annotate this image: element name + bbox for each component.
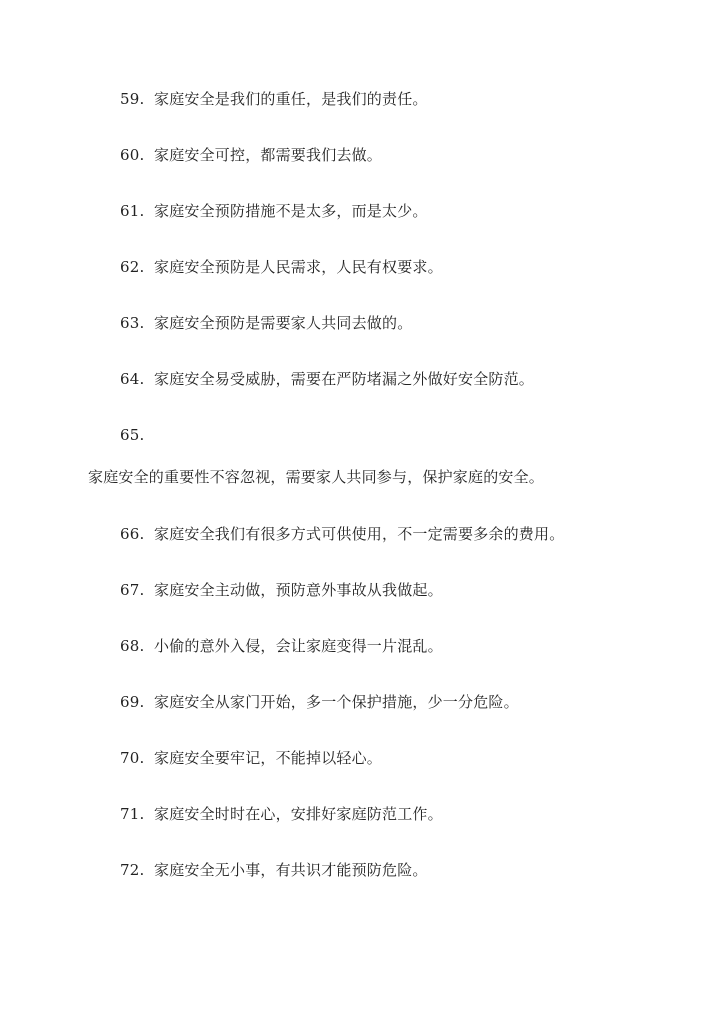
item-text: 家庭安全要牢记，不能掉以轻心。 [154, 749, 383, 767]
list-item-67 [120, 580, 443, 600]
item-text: 家庭安全预防是需要家人共同去做的。 [154, 314, 413, 332]
item-number: 67. [120, 581, 145, 599]
item-text: 家庭安全无小事，有共识才能预防危险。 [154, 861, 428, 879]
item-text: 小偷的意外入侵，会让家庭变得一片混乱。 [154, 637, 443, 655]
item-number: 61. [120, 202, 145, 220]
item-number: 62. [120, 258, 145, 276]
item-number: 72. [120, 861, 145, 879]
item-number: 63. [120, 314, 145, 332]
list-item-64 [120, 369, 534, 389]
list-item-65-number [120, 425, 154, 445]
list-item-68 [120, 636, 443, 656]
item-text: 家庭安全时时在心，安排好家庭防范工作。 [154, 805, 443, 823]
list-item-60 [120, 145, 382, 165]
list-item-62 [120, 257, 443, 277]
item-text: 家庭安全从家门开始，多一个保护措施，少一分危险。 [154, 693, 519, 711]
item-number: 64. [120, 370, 145, 388]
list-item-71 [120, 804, 443, 824]
item-text: 家庭安全的重要性不容忽视，需要家人共同参与，保护家庭的安全。 [88, 468, 545, 486]
list-item-66 [120, 524, 564, 544]
item-text: 家庭安全是我们的重任，是我们的责任。 [154, 90, 428, 108]
item-number: 70. [120, 749, 145, 767]
item-number: 60. [120, 146, 145, 164]
item-number: 65. [120, 426, 145, 444]
item-number: 68. [120, 637, 145, 655]
item-text: 家庭安全预防是人民需求，人民有权要求。 [154, 258, 443, 276]
item-text: 家庭安全可控，都需要我们去做。 [154, 146, 383, 164]
list-item-61 [120, 201, 428, 221]
item-number: 59. [120, 90, 145, 108]
item-text: 家庭安全预防措施不是太多，而是太少。 [154, 202, 428, 220]
list-item-59 [120, 89, 428, 109]
item-number: 69. [120, 693, 145, 711]
item-number: 71. [120, 805, 145, 823]
list-item-69 [120, 692, 519, 712]
list-item-72 [120, 860, 428, 880]
list-item-70 [120, 748, 382, 768]
item-text: 家庭安全主动做，预防意外事故从我做起。 [154, 581, 443, 599]
list-item-63 [120, 313, 412, 333]
item-text: 家庭安全易受威胁，需要在严防堵漏之外做好安全防范。 [154, 370, 535, 388]
item-text: 家庭安全我们有很多方式可供使用，不一定需要多余的费用。 [154, 525, 565, 543]
item-number: 66. [120, 525, 145, 543]
list-item-65-text [88, 467, 544, 487]
